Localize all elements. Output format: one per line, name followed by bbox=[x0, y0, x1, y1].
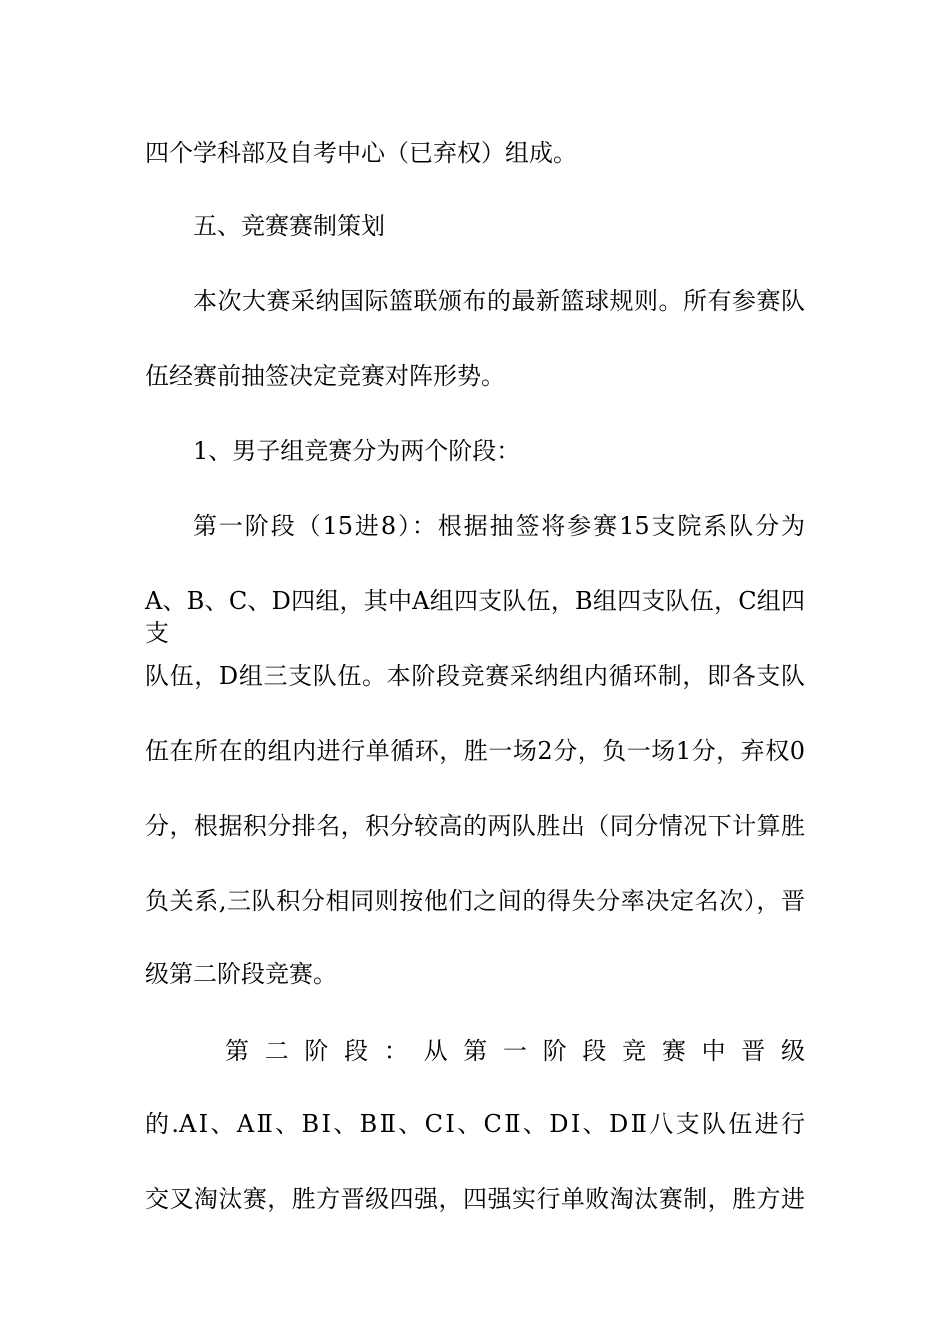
text-line: 第 二 阶 段 ： 从 第 一 阶 段 竞 赛 中 晋 级 bbox=[225, 1037, 805, 1065]
text-line: 本次大赛采纳国际篮联颁布的最新篮球规则。所有参赛队 bbox=[193, 287, 805, 315]
text-line: 队伍，D组三支队伍。本阶段竞赛采纳组内循环制，即各支队 bbox=[145, 662, 805, 690]
text-line: 四个学科部及自考中心（已弃权）组成。 bbox=[145, 139, 577, 167]
subsection-heading: 1、男子组竞赛分为两个阶段： bbox=[193, 437, 521, 465]
text-line: 分，根据积分排名，积分较高的两队胜出（同分情况下计算胜 bbox=[145, 812, 805, 840]
text-line: 第一阶段（15进8）：根据抽签将参赛15支院系队分为 bbox=[193, 512, 805, 540]
text-line: 伍在所在的组内进行单循环，胜一场2分，负一场1分，弃权0 bbox=[145, 737, 805, 765]
text-line: 负关系,三队积分相同则按他们之间的得失分率决定名次），晋 bbox=[145, 887, 805, 915]
section-heading: 五、竞赛赛制策划 bbox=[193, 212, 385, 240]
text-line: 级第二阶段竞赛。 bbox=[145, 960, 337, 988]
text-line: 交叉淘汰赛，胜方晋级四强，四强实行单败淘汰赛制，胜方进 bbox=[145, 1185, 805, 1213]
text-line: A、B、C、D四组，其中A组四支队伍，B组四支队伍，C组四支 bbox=[145, 587, 805, 647]
text-line: 的.AⅠ、AⅡ、BⅠ、BⅡ、CⅠ、CⅡ、DⅠ、DⅡ八支队伍进行 bbox=[145, 1110, 805, 1138]
text-line: 伍经赛前抽签决定竞赛对阵形势。 bbox=[145, 362, 505, 390]
